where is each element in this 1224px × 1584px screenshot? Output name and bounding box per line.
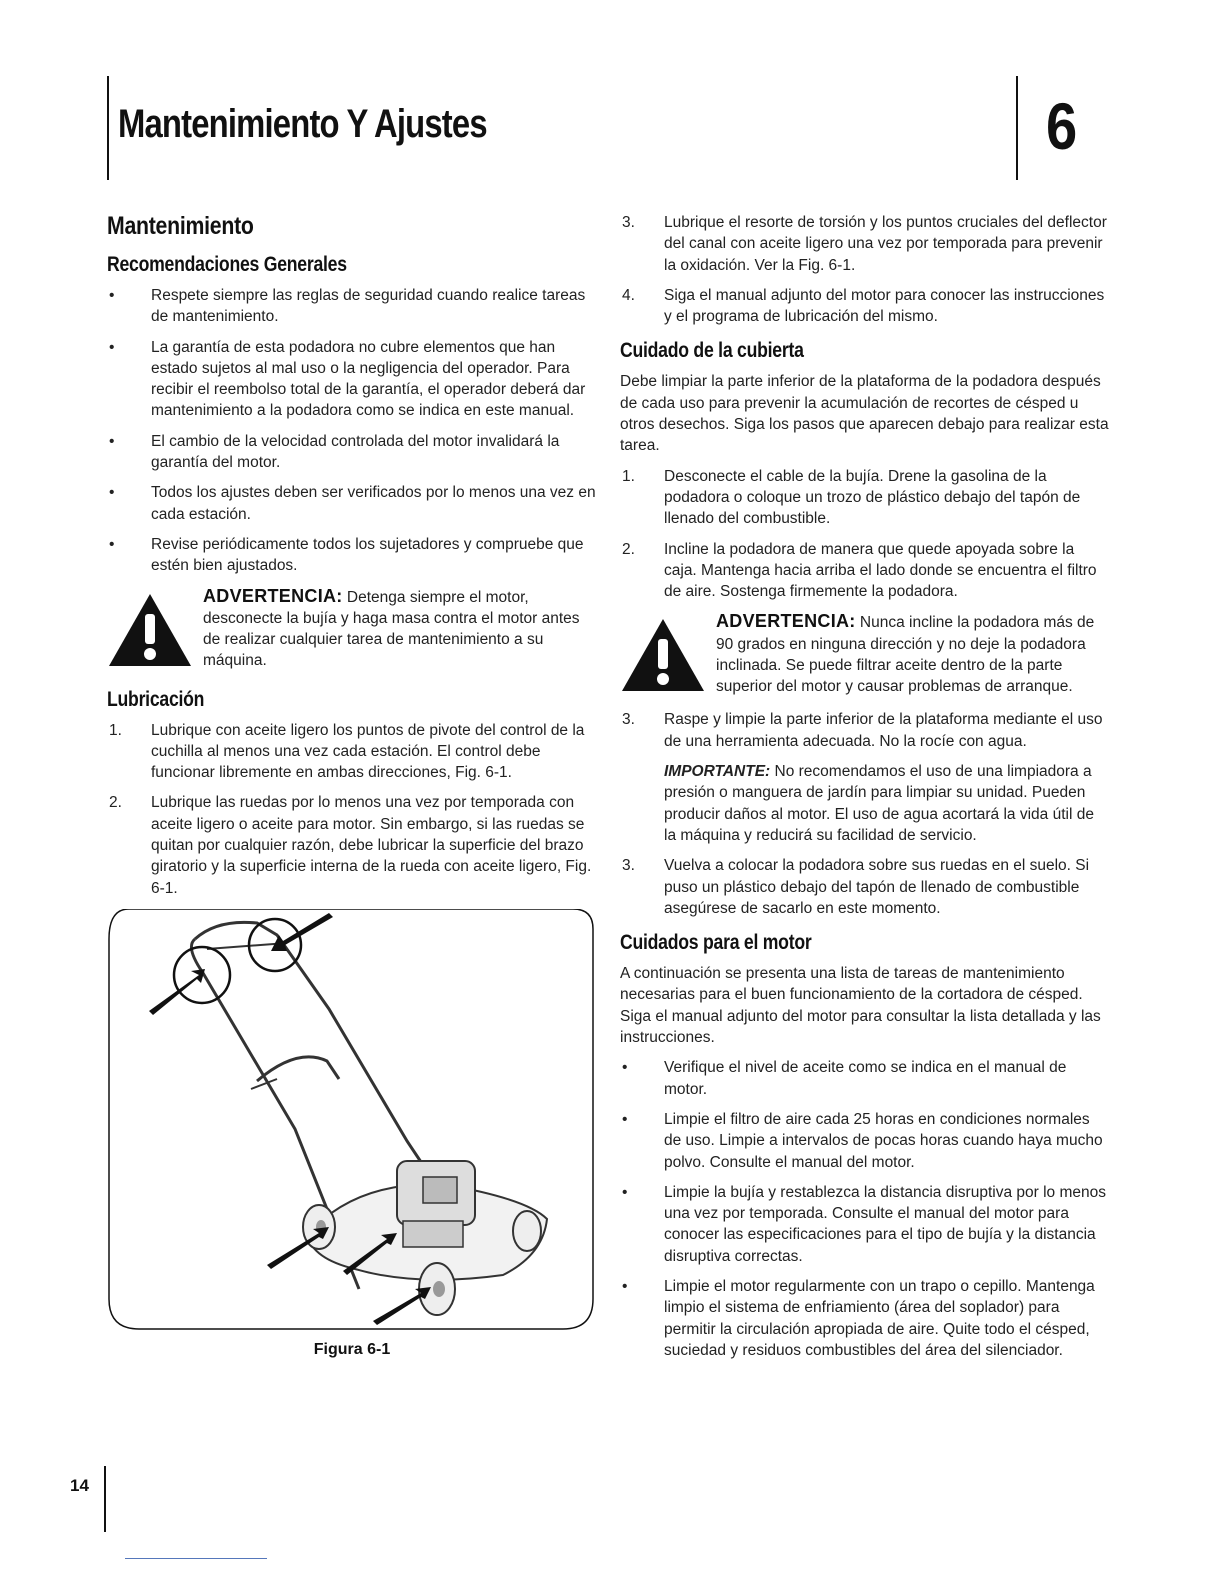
right-column [620,212,1110,1370]
list-item: 3. Vuelva a colocar la podadora sobre sus ruedas en el suelo. Si puso un plástico debajo del tapón de llenado de combustible asegúrese de sacarlo en este momento. [622,857,1090,917]
mower-figure [107,909,595,1333]
mower-illustration [107,909,595,1333]
warning-box: ADVERTENCIA: Nunca incline la podadora más de 90 grados en ninguna dirección y no deje la podadora inclinada. Se puede filtrar aceite dentro de la parte superior del motor y causar problemas de arranque. [620,611,1110,701]
left-column [107,212,597,1359]
lubrication-list-continued [620,212,1110,327]
lubrication-list [107,720,597,899]
list-item: • El cambio de la velocidad controlada del motor invalidará la garantía del motor. [109,432,560,472]
warning-box: ADVERTENCIA: Detenga siempre el motor, desconecte la bujía y haga masa contra el motor antes de realizar cualquier tarea de mantenimiento a su máquina. [107,586,597,676]
chapter-number: 6 [1046,89,1078,163]
list-item: • Respete siempre las reglas de seguridad cuando realice tareas de mantenimiento. [109,287,586,326]
list-item: • Limpie el filtro de aire cada 25 horas en condiciones normales de uso. Limpie a intervalos de pocas horas cuando haya mucho polvo. Consulte el manual del motor. [622,1110,1103,1171]
list-item: 3. Raspe y limpie la parte inferior de la plataforma mediante el uso de una herramienta adecuada. No la rocíe con agua. [622,711,1103,750]
engine-care-title: Cuidados para el motor [620,931,812,955]
warning-triangle-icon [107,592,193,668]
list-item: • Todos los ajustes deben ser verificados por lo menos una vez en cada estación. [109,484,596,523]
page-number: 14 [70,1476,89,1495]
list-item: • Limpie el motor regularmente con un trapo o cepillo. Mantenga limpio el sistema de enfriamiento (área del soplador) para permitir la circulación apropiada de aire. Quite todo el césped, suciedad y residuos combustibles del área del silenciador. [622,1277,1095,1359]
list-item: 1. Lubrique con aceite ligero los puntos de pivote del control de la cuchilla al menos una vez cada estación. El control debe funcionar libremente en ambas direcciones, Fig. 6-1. [109,721,585,782]
engine-care-intro: A continuación se presenta una lista de tareas de mantenimiento necesarias para el buen funcionamiento de la cortadora de césped. Siga el manual adjunto del motor para consultar la lista detallada y las instrucciones. [620,965,1101,1047]
list-item: • La garantía de esta podadora no cubre elementos que han estado sujetos al mal uso o la negligencia del operador. Para recibir el reembolso total de la garantía, el operador deberá dar mantenimiento a la podadora como se indica en este manual. [109,338,586,420]
engine-list [620,1057,1110,1361]
general-list [107,285,597,577]
list-item: 3. Lubrique el resorte de torsión y los puntos cruciales del deflector del canal con aceite ligero una vez por temporada para prevenir la oxidación. Ver la Fig. 6-1. [622,214,1107,274]
list-item: • Limpie la bujía y restablezca la distancia disruptiva por lo menos una vez por temporada. Consulte el manual del motor para conocer las especificaciones para el tipo de bujía y la distancia disruptiva correctas. [622,1183,1106,1265]
lubrication-title: Lubricación [107,687,205,711]
general-recommendations-title: Recomendaciones Generales [107,253,347,276]
deck-care-intro: Debe limpiar la parte inferior de la plataforma de la podadora después de cada uso para prevenir la acumulación de recortes de césped u otros desechos. Siga los pasos que aparecen debajo para realizar esta tarea. [620,373,1109,455]
section-title: Mantenimiento [107,212,254,240]
list-item: 2. Lubrique las ruedas por lo menos una vez por temporada con aceite ligero o aceite para motor. Sin embargo, si las ruedas se quitan por cualquier razón, debe lubricar la superficie del brazo giratorio y la superficie interna de la rueda con aceite ligero, Fig. 6-1. [109,794,592,897]
footer-rule [104,1466,106,1532]
deck-steps [620,466,1110,603]
list-item: • Revise periódicamente todos los sujetadores y compruebe que estén bien ajustados. [109,535,584,575]
important-note: IMPORTANTE: No recomendamos el uso de una limpiadora a presión o manguera de jardín para limpiar su unidad. Pueden producir daños al motor. El uso de agua acortará la vida útil de la máquina y reducirá su facilidad de servicio. [664,763,1094,844]
header-rule-right [1016,76,1018,180]
list-item: • Verifique el nivel de aceite como se indica en el manual de motor. [622,1059,1067,1098]
chapter-title: Mantenimiento Y Ajustes [118,102,487,146]
warning-triangle-icon [620,617,706,693]
list-item: 2. Incline la podadora de manera que quede apoyada sobre la caja. Mantenga hacia arriba el lado donde se encuentra el filtro de aire. Sostenga firmemente la podadora. [622,540,1097,601]
list-item: 4. Siga el manual adjunto del motor para conocer las instrucciones y el programa de lubricación del mismo. [622,286,1105,326]
deck-care-title: Cuidado de la cubierta [620,339,804,363]
footer-underline [125,1558,267,1559]
header-rule-left [107,76,109,180]
list-item: 1. Desconecte el cable de la bujía. Drene la gasolina de la podadora o coloque un trozo de plástico debajo del tapón de llenado del combustible. [622,467,1081,528]
figure-caption: Figura 6-1 [313,1340,391,1358]
